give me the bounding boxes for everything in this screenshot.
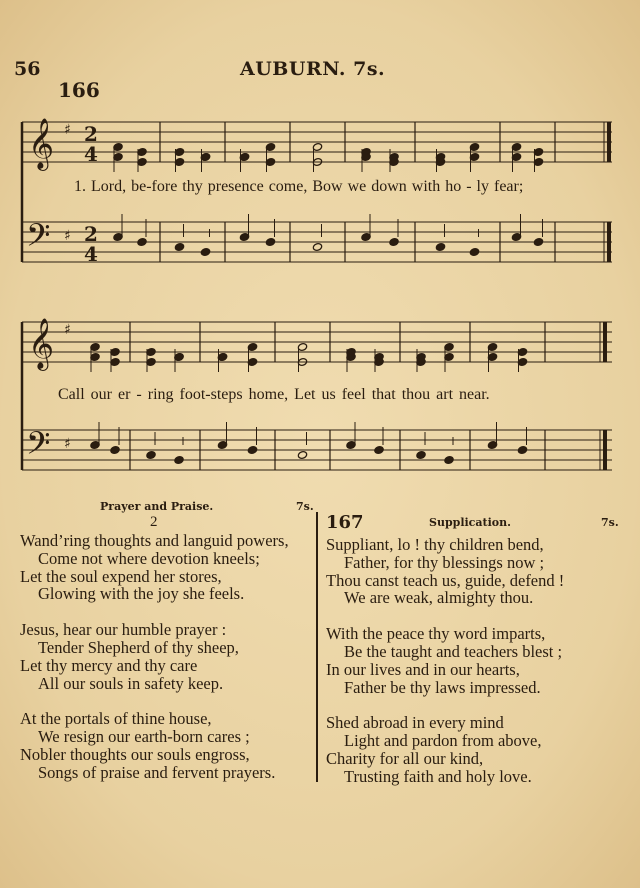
stanza xyxy=(326,536,564,607)
verse-line: Be the taught and teachers blest ; xyxy=(344,641,563,661)
note-head xyxy=(469,248,479,257)
final-barline-thick xyxy=(607,122,611,162)
verse-line: Charity for all our kind, xyxy=(326,748,484,768)
tune-title: AUBURN. 7s. xyxy=(240,58,386,80)
verse-line: Jesus, hear our humble prayer : xyxy=(20,620,227,640)
page-number: 56 xyxy=(14,58,41,80)
time-signature: 2 xyxy=(84,222,98,246)
note-head xyxy=(137,238,147,247)
hymn-number-166: 166 xyxy=(58,78,100,102)
verse-line: Wand’ring thoughts and languid powers, xyxy=(20,531,289,550)
verse-line: Trusting faith and holy love. xyxy=(344,766,532,786)
hymn-right-text xyxy=(326,536,564,786)
sharp-icon: ♯ xyxy=(64,322,71,338)
stanza xyxy=(20,710,289,781)
verse-line: With the peace thy word imparts, xyxy=(326,624,546,644)
treble-clef-icon: 𝄞 xyxy=(28,318,55,369)
verse-line: Come not where devotion kneels; xyxy=(38,548,260,568)
verse-line: All our souls in safety keep. xyxy=(38,673,224,693)
time-signature: 2 xyxy=(84,122,98,146)
hymn-left-meter: 7s. xyxy=(296,500,314,513)
verse-line: Shed abroad in every mind xyxy=(326,713,504,733)
verse-line: Thou canst teach us, guide, defend ! xyxy=(326,570,565,590)
note-head xyxy=(200,248,210,257)
note-head xyxy=(533,238,543,247)
verse-line: Father be thy laws impressed. xyxy=(344,677,541,697)
note-head xyxy=(374,446,384,455)
time-signature: 4 xyxy=(84,142,98,166)
verse-line: Let the soul expend her stores, xyxy=(20,566,222,586)
verse-line: Light and pardon from above, xyxy=(344,731,542,751)
note-head xyxy=(297,451,307,460)
note-head xyxy=(312,243,322,252)
verse-line: In our lives and in our hearts, xyxy=(326,659,520,679)
bass-clef-icon: 𝄢 xyxy=(26,425,51,469)
note-head xyxy=(416,451,426,460)
final-barline-thick xyxy=(607,222,611,262)
final-barline-thick xyxy=(603,322,607,362)
sharp-icon: ♯ xyxy=(64,122,71,138)
sharp-icon: ♯ xyxy=(64,436,71,452)
note-head xyxy=(517,446,527,455)
stanza xyxy=(20,621,289,692)
column-divider xyxy=(316,512,318,782)
verse-line: Let thy mercy and thy care xyxy=(20,655,198,675)
sharp-icon: ♯ xyxy=(64,228,71,244)
hymn-left-text xyxy=(20,532,289,782)
note-head xyxy=(247,446,257,455)
lyrics-line-2: Call our er - ring foot-steps home, Let us feel that thou art near. xyxy=(58,386,490,403)
note-head xyxy=(435,243,445,252)
bass-clef-icon: 𝄢 xyxy=(26,217,51,261)
hymn-number-167: 167 xyxy=(326,512,364,533)
note-head xyxy=(444,456,454,465)
verse-line: Tender Shepherd of thy sheep, xyxy=(38,637,239,657)
verse-line: Father, for thy blessings now ; xyxy=(344,552,545,572)
note-head xyxy=(389,238,399,247)
verse-line: Songs of praise and fervent prayers. xyxy=(38,762,276,782)
verse-line: At the portals of thine house, xyxy=(20,709,212,729)
note-head xyxy=(146,451,156,460)
verse-line: We are weak, almighty thou. xyxy=(344,588,534,608)
stanza xyxy=(326,714,564,785)
verse-line: Nobler thoughts our souls engross, xyxy=(20,744,250,764)
note-head xyxy=(265,238,275,247)
hymn-left-title: Prayer and Praise. xyxy=(100,500,214,513)
final-barline-thick xyxy=(603,430,607,470)
stanza xyxy=(326,625,564,696)
note-head xyxy=(174,456,184,465)
note-head xyxy=(174,243,184,252)
hymn-right-title: Supplication. xyxy=(429,516,511,529)
stanza xyxy=(20,532,289,603)
verse-line: Glowing with the joy she feels. xyxy=(38,584,245,604)
lyrics-line-1: 1. Lord, be-fore thy presence come, Bow we down with ho - ly fear; xyxy=(74,178,524,195)
treble-clef-icon: 𝄞 xyxy=(28,118,55,169)
note-head xyxy=(110,446,120,455)
hymn-right-meter: 7s. xyxy=(601,516,619,529)
verse-line: Suppliant, lo ! thy children bend, xyxy=(326,535,544,554)
verse-number: 2 xyxy=(150,514,158,530)
time-signature: 4 xyxy=(84,242,98,266)
verse-line: We resign our earth-born cares ; xyxy=(38,727,250,747)
